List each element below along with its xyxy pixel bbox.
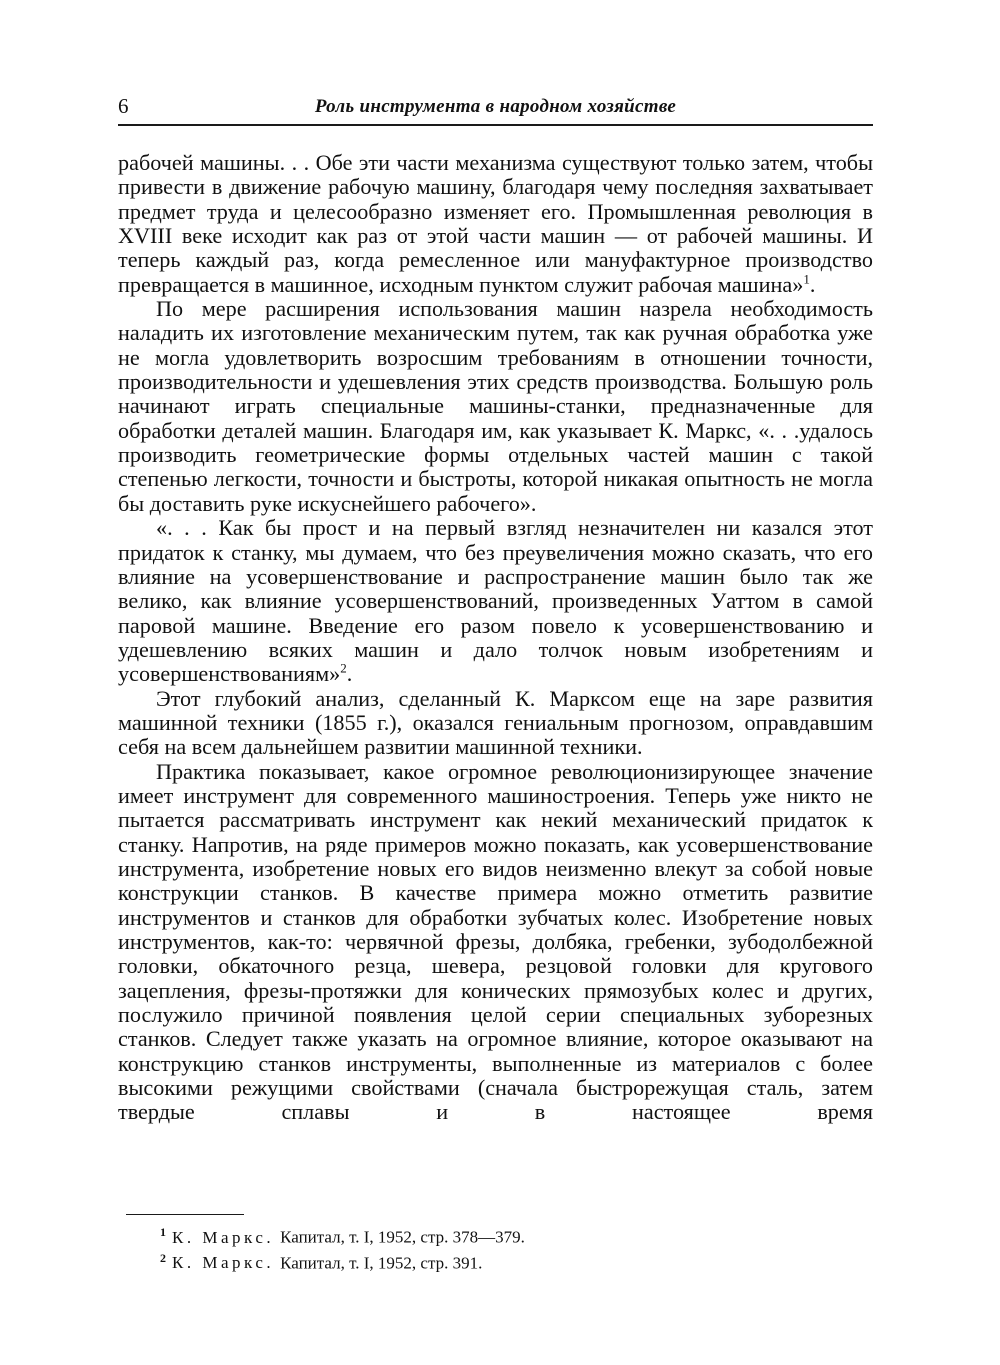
- paragraph-2: По мере расширения использования машин назрела необходимость наладить их изготовление механическим путем, так как ручная обработка уже не могла удовлетворить возросшим требованиям в отношении точности, производительности и удешевления этих средств производства. Большую роль начинают играть специальные машины-станки, предназначенные для обработки деталей машин. Благодаря им, как указывает К. Маркс, «. . .удалось производить геометрические формы отдельных частей машин с такой степенью легкости, точности и быстроты, которой никакая опытность не могла бы доставить руке искуснейшего рабочего».: [118, 296, 873, 516]
- footnote-2-mark: 2: [160, 1250, 166, 1265]
- paragraph-3-end: .: [346, 661, 353, 687]
- paragraph-5: Практика показывает, какое огромное революционизирующее значение имеет инструмент для современного машиностроения. Теперь уже никто не пытается рассматривать инструмент как некий механический придаток к станку. Напротив, на ряде примеров можно показать, как усовершенствование инструмента, изобретение новых его видов неизменно влекут за собой новые конструкции станков. В качестве примера можно отметить развитие инструментов и станков для обработки зубчатых колес. Изобретение новых инструментов, как-то: червячной фрезы, долбяка, гребенки, зубодолбежной головки, обкаточного резца, шевера, резцовой головки для кругового зацепления, фрезы-протяжки для конических прямозубых колес и других, послужило причиной появления целой серии специальных зуборезных станков. Следует также указать на огромное влияние, которое оказывают на конструкцию станков инструменты, выполненные из материалов с более высокими режущими свойствами (сначала быстрорежущая сталь, затем твердые сплавы и в настоящее время: [118, 758, 873, 1125]
- footnote-ref-1: 1: [803, 271, 810, 287]
- paragraph-1-end: .: [809, 271, 816, 297]
- footnotes: [160, 1222, 760, 1273]
- body-text: [118, 151, 873, 1125]
- footnote-2-citation: Капитал, т. I, 1952, стр. 391.: [280, 1253, 483, 1273]
- footnote-2-author: К. Маркс.: [172, 1253, 275, 1273]
- footnote-2: [160, 1248, 760, 1274]
- paragraph-3-text: «. . . Как бы прост и на первый взгляд незначителен ни казался этот придаток к станку, мы думаем, что без преувеличения можно сказать, что его влияние на усовершенствование и распространение машин было так же велико, как влияние усовершенствований, произведенных Уаттом в самой паровой машине. Введение его разом повело к усовершенствованию и удешевлению всяких машин и дало толчок новым изобретениям и усовершенствованиям»: [118, 515, 873, 687]
- footnote-1-citation: Капитал, т. I, 1952, стр. 378—379.: [280, 1227, 525, 1247]
- footnote-ref-2: 2: [340, 660, 347, 676]
- paragraph-3: [118, 516, 873, 686]
- paragraph-1-text: рабочей машины. . . Обе эти части механизма существуют только затем, чтобы привести в движение рабочую машину, благодаря чему последняя захватывает предмет труда и целесообразно изменяет его. Промышленная революция в XVIII веке исходит как раз от этой части машин — от рабочей машины. И теперь каждый раз, когда ремесленное или мануфактурное производство превращается в машинное, исходным пунктом служит рабочая машина»: [118, 150, 873, 297]
- footnote-1-mark: 1: [160, 1225, 166, 1239]
- footnote-divider: [126, 1214, 244, 1215]
- paragraph-1: [118, 151, 873, 297]
- footnote-1: [160, 1222, 760, 1248]
- running-header: [118, 90, 873, 126]
- page-number: 6: [118, 94, 129, 118]
- running-title: Роль инструмента в народном хозяйстве: [314, 96, 677, 117]
- paragraph-4: Этот глубокий анализ, сделанный К. Марксом еще на заре развития машинной техники (1855 г.), оказался гениальным прогнозом, оправдавшим себя на всем дальнейшем развитии машинной техники.: [118, 685, 873, 760]
- footnote-1-author: К. Маркс.: [172, 1227, 275, 1247]
